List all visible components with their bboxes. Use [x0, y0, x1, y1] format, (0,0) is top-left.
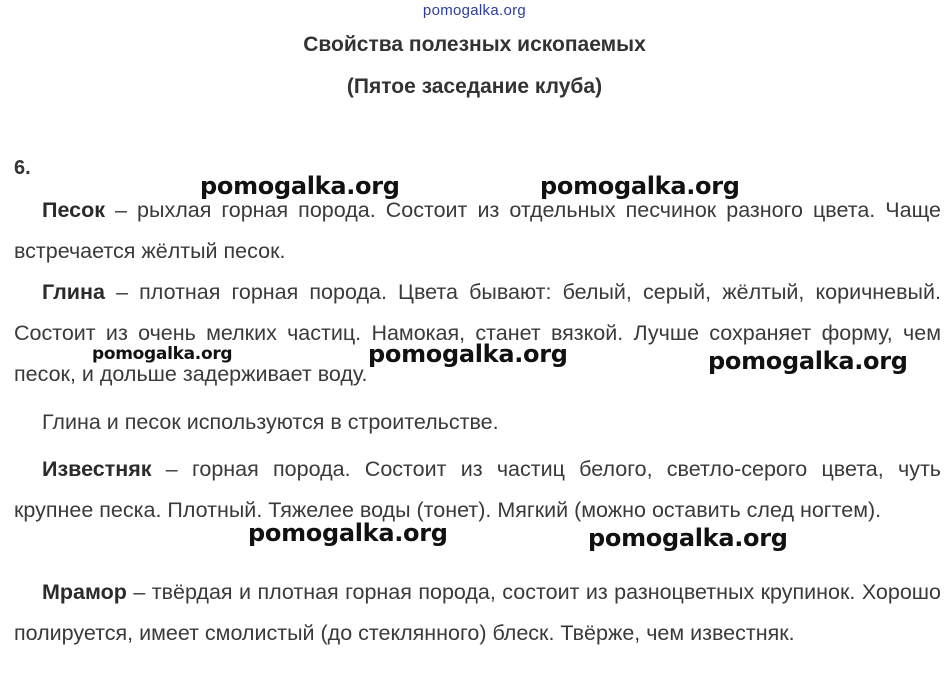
term-clay: Глина — [42, 280, 105, 304]
term-marble: Мрамор — [42, 580, 127, 604]
paragraph-clay — [14, 272, 941, 395]
paragraph-limestone — [14, 449, 941, 531]
text-marble: – твёрдая и плотная горная порода, состоит из разноцветных крупинок. Хорошо полируется, имеет смолистый (до стеклянного) блеск. Твёрже, чем известняк. — [14, 580, 941, 645]
site-mark[interactable]: pomogalka.org — [422, 2, 527, 19]
text-limestone: – горная порода. Состоит из частиц белого, светло-серого цвета, чуть крупнее песка. Плотный. Тяжелее воды (тонет). Мягкий (можно оставить след ногтем). — [14, 457, 941, 522]
task-number: 6. — [14, 157, 31, 179]
watermark: pomogalka.org — [200, 172, 400, 200]
text-sand: – рыхлая горная порода. Состоит из отдельных песчинок разного цвета. Чаще встречается жёлтый песок. — [14, 198, 941, 263]
paragraph-marble — [14, 572, 941, 654]
watermark: pomogalka.org — [248, 519, 448, 547]
watermark: pomogalka.org — [92, 344, 233, 364]
watermark: pomogalka.org — [708, 347, 908, 375]
term-sand: Песок — [42, 198, 105, 222]
watermark: pomogalka.org — [368, 340, 568, 368]
paragraph-sand — [14, 190, 941, 272]
watermark: pomogalka.org — [588, 524, 788, 552]
text-usage: Глина и песок используются в строительстве. — [42, 410, 499, 434]
page-subtitle: (Пятое заседание клуба) — [346, 75, 603, 98]
paragraph-usage — [14, 402, 941, 443]
text-clay: – плотная горная порода. Цвета бывают: белый, серый, жёлтый, коричневый. Состоит из очень мелких частиц. Намокая, станет вязкой. Лучше сохраняет форму, чем песок, и дольше задерживает воду. — [14, 280, 941, 386]
page-title: Свойства полезных ископаемых — [303, 33, 646, 56]
watermark: pomogalka.org — [540, 172, 740, 200]
term-limestone: Известняк — [42, 457, 152, 481]
